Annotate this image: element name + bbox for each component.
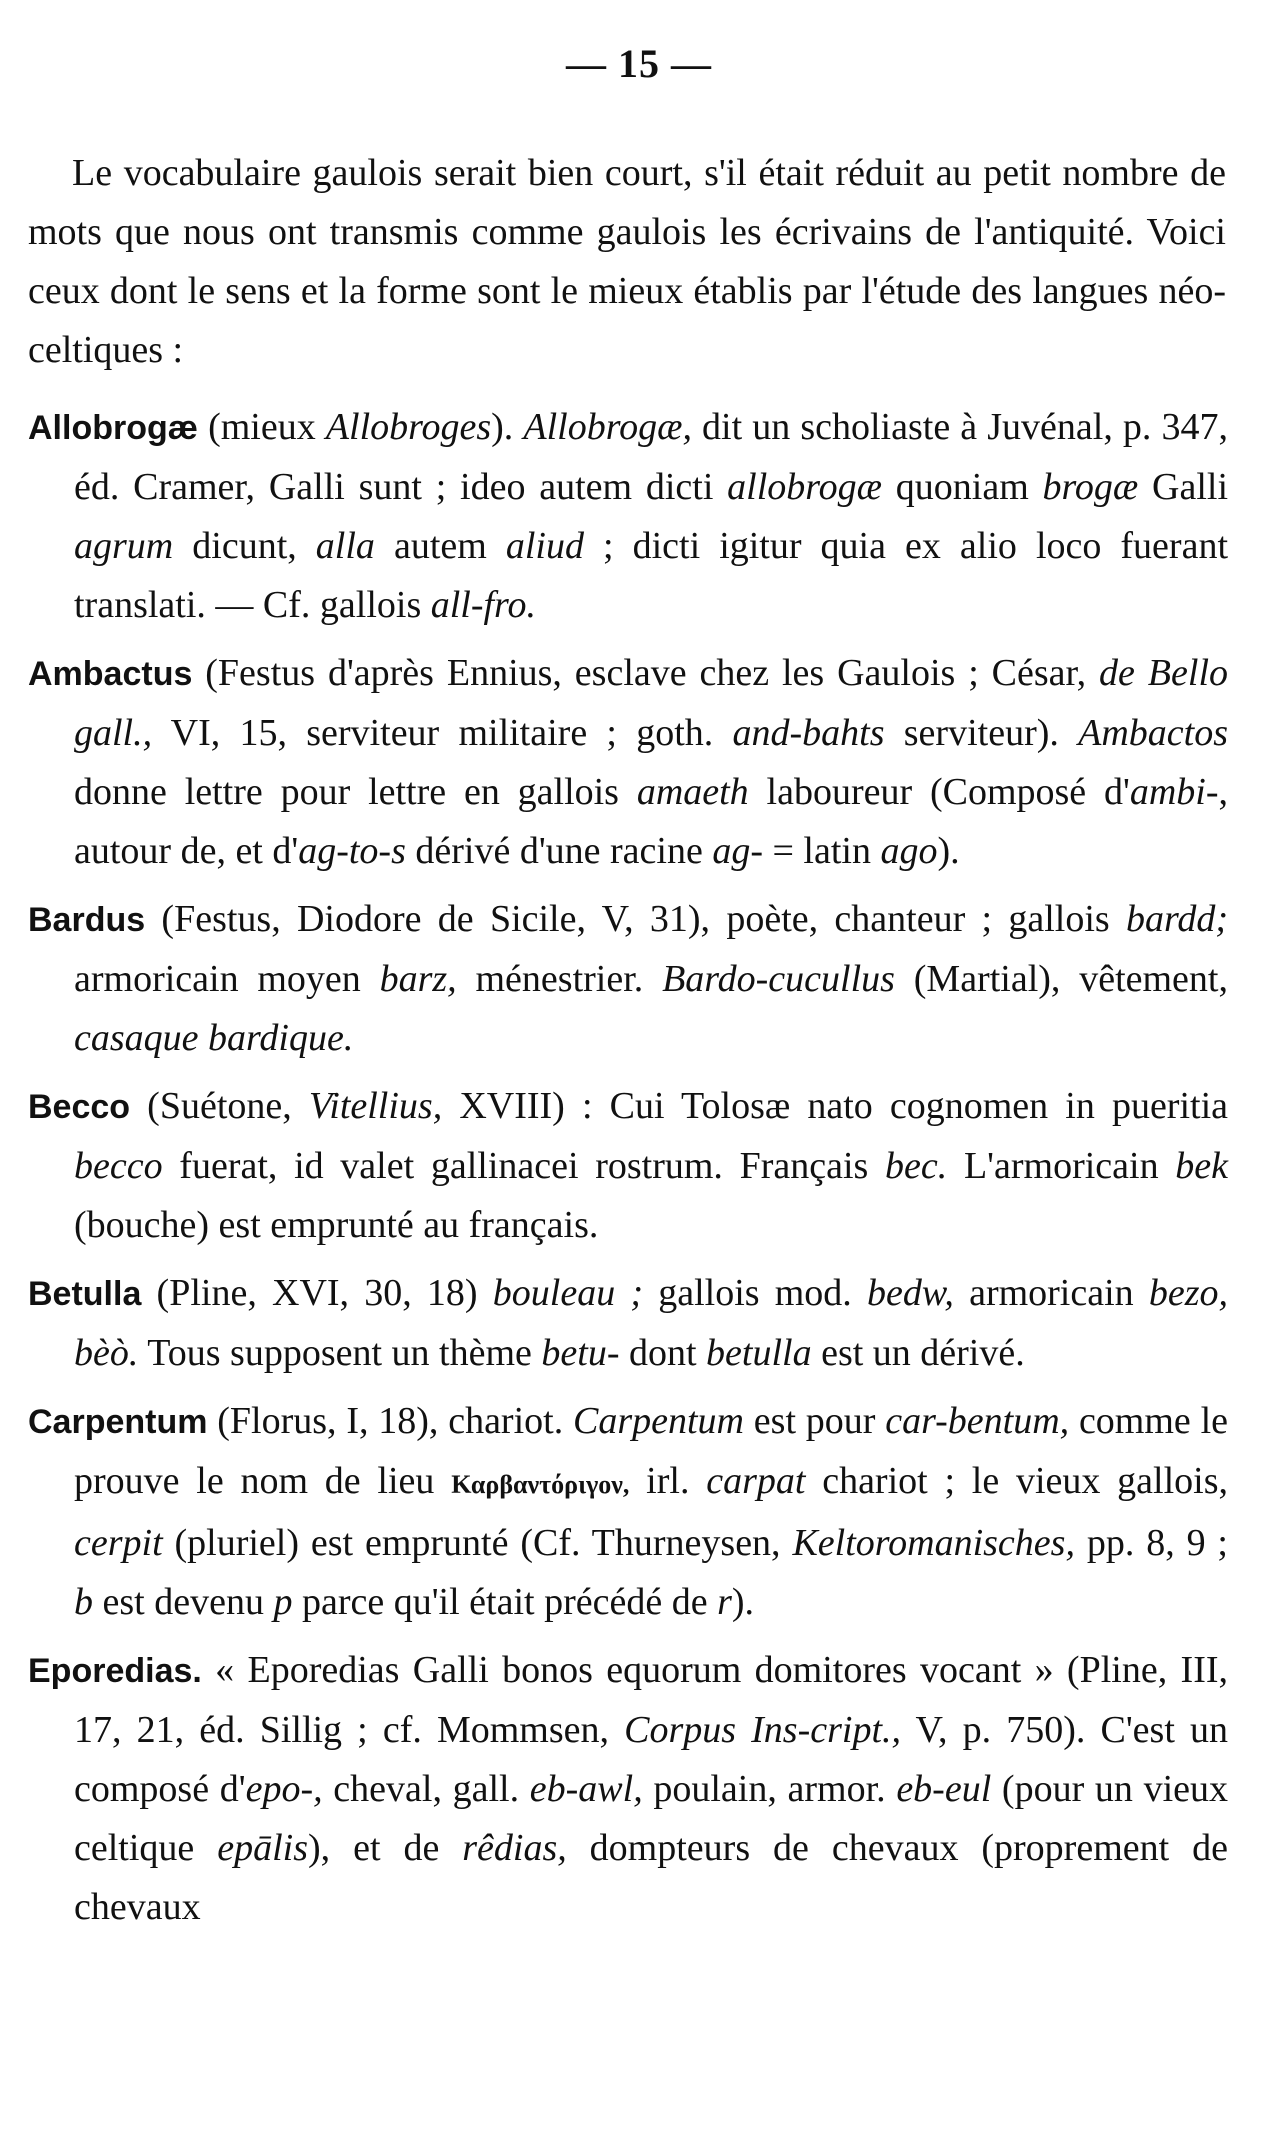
headword: Betulla [28,1275,142,1313]
entry-allobrogae: Allobrogæ (mieux Allobroges). Allobrogæ, dit un scholiaste à Juvénal, p. 347, éd. Cramer, Galli sunt ; ideo autem dicti allobrogæ quoniam brogæ Galli agrum dicunt, alla autem aliud ; dicti igitur quia ex alio loco fuerant translati. — Cf. gallois all-fro. [28,406,1229,626]
entry-ambactus: Ambactus (Festus d'après Ennius, esclave chez les Gaulois ; César, de Bello gall., VI, 15, serviteur militaire ; goth. and-bahts serviteur). Ambactos donne lettre pour lettre en gallois amaeth laboureur (Composé d'ambi-, autour de, et d'ag-to-s dérivé d'une racine ag- = latin ago). [28,652,1228,872]
page-number: — 15 — [566,41,712,86]
headword: Allobrogæ [28,409,198,447]
headword: Carpentum [28,1403,208,1441]
intro-paragraph: Le vocabulaire gaulois serait bien court, s'il était réduit au petit nombre de mots que nous ont transmis comme gaulois les écrivains de l'antiquité. Voici ceux dont le sens et la forme sont le mieux établis par l'étude des langues néo-celtiques : [28,152,1226,371]
entry-bardus: Bardus (Festus, Diodore de Sicile, V, 31), poète, chanteur ; gallois bardd; armoricain moyen barz, ménestrier. Bardo-cucullus (Martial), vêtement, casaque bardique. [28,898,1228,1059]
headword: Eporedias. [28,1652,202,1690]
headword: Becco [28,1088,131,1126]
headword: Ambactus [28,655,193,693]
entry-eporedias: Eporedias. « Eporedias Galli bonos equorum domitores vocant » (Pline, III, 17, 21, éd. Sillig ; cf. Mommsen, Corpus Ins-cript., V, p. 750). C'est un composé d'epo-, cheval, gall. eb-awl, poulain, armor. eb-eul (pour un vieux celtique epālis), et de rêdias, dompteurs de chevaux (proprement de chevaux [28,1649,1228,1928]
glossary-entries [28,398,1228,1946]
entry-becco: Becco (Suétone, Vitellius, XVIII) : Cui Tolosæ nato cognomen in pueritia becco fuerat, id valet gallinacei rostrum. Français bec. L'armoricain bek (bouche) est emprunté au français. [28,1085,1229,1246]
headword: Bardus [28,901,146,939]
entry-betulla: Betulla (Pline, XVI, 30, 18) bouleau ; gallois mod. bedw, armoricain bezo, bèò. Tous supposent un thème betu- dont betulla est un dérivé. [28,1272,1228,1374]
entry-carpentum: Carpentum (Florus, I, 18), chariot. Carpentum est pour car-bentum, comme le prouve le nom de lieu Καρβαντόριγον, irl. carpat chariot ; le vieux gallois, cerpit (pluriel) est emprunté (Cf. Thurneysen, Keltoromanisches, pp. 8, 9 ; b est devenu p parce qu'il était précédé de r). [28,1400,1228,1623]
greek-place-name: Καρβαντόριγον, [451,1470,630,1499]
